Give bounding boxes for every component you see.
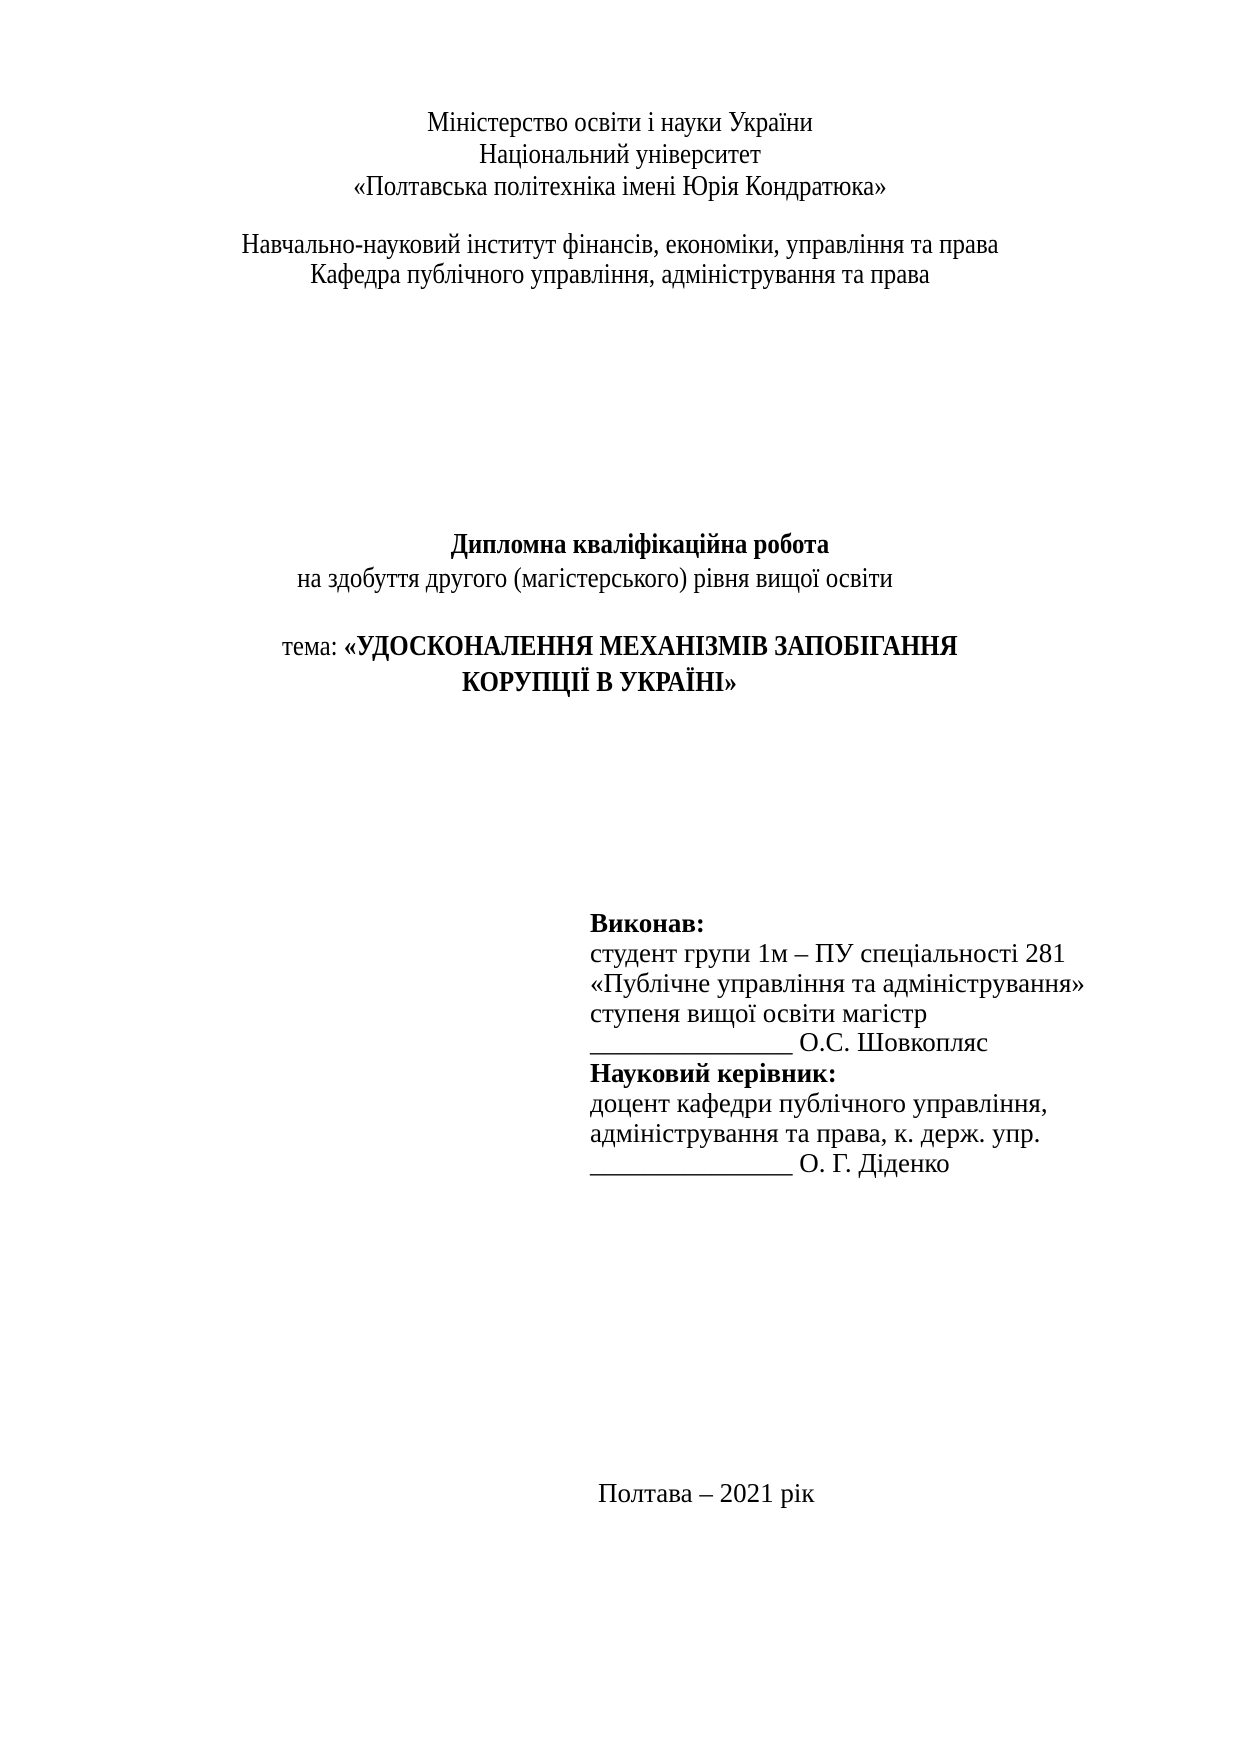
topic-prefix: тема: bbox=[282, 630, 344, 662]
university-name: Національний університет bbox=[479, 138, 761, 170]
author-signature: _______________ О.С. Шовкопляс bbox=[590, 1027, 989, 1057]
topic-line-2: КОРУПЦІЇ В УКРАЇНІ» bbox=[462, 666, 737, 698]
author-degree: ступеня вищої освіти магістр bbox=[590, 998, 928, 1028]
supervisor-position: доцент кафедри публічного управління, bbox=[590, 1088, 1048, 1118]
author-group: студент групи 1м – ПУ спеціальності 281 bbox=[590, 938, 1066, 968]
institute-name: Навчально-науковий інститут фінансів, економіки, управління та права bbox=[241, 228, 999, 260]
supervisor-label: Науковий керівник: bbox=[590, 1058, 837, 1088]
work-type: Дипломна кваліфікаційна робота bbox=[450, 528, 830, 560]
university-full-name: «Полтавська політехніка імені Юрія Кондратюка» bbox=[353, 170, 887, 202]
author-label: Виконав: bbox=[590, 908, 705, 938]
supervisor-department: адміністрування та права, к. держ. упр. bbox=[590, 1118, 1041, 1148]
ministry-name: Міністерство освіти і науки України bbox=[427, 106, 813, 138]
topic-line-1 bbox=[282, 630, 958, 663]
topic-title: «УДОСКОНАЛЕННЯ МЕХАНІЗМІВ ЗАПОБІГАННЯ bbox=[343, 630, 958, 662]
city-year: Полтава – 2021 рік bbox=[598, 1478, 815, 1508]
degree-level: на здобуття другого (магістерського) рівня вищої освіти bbox=[297, 562, 893, 594]
author-specialty: «Публічне управління та адміністрування» bbox=[590, 968, 1085, 998]
supervisor-signature: _______________ О. Г. Діденко bbox=[590, 1148, 950, 1178]
department-name: Кафедра публічного управління, адміністрування та права bbox=[310, 258, 930, 290]
